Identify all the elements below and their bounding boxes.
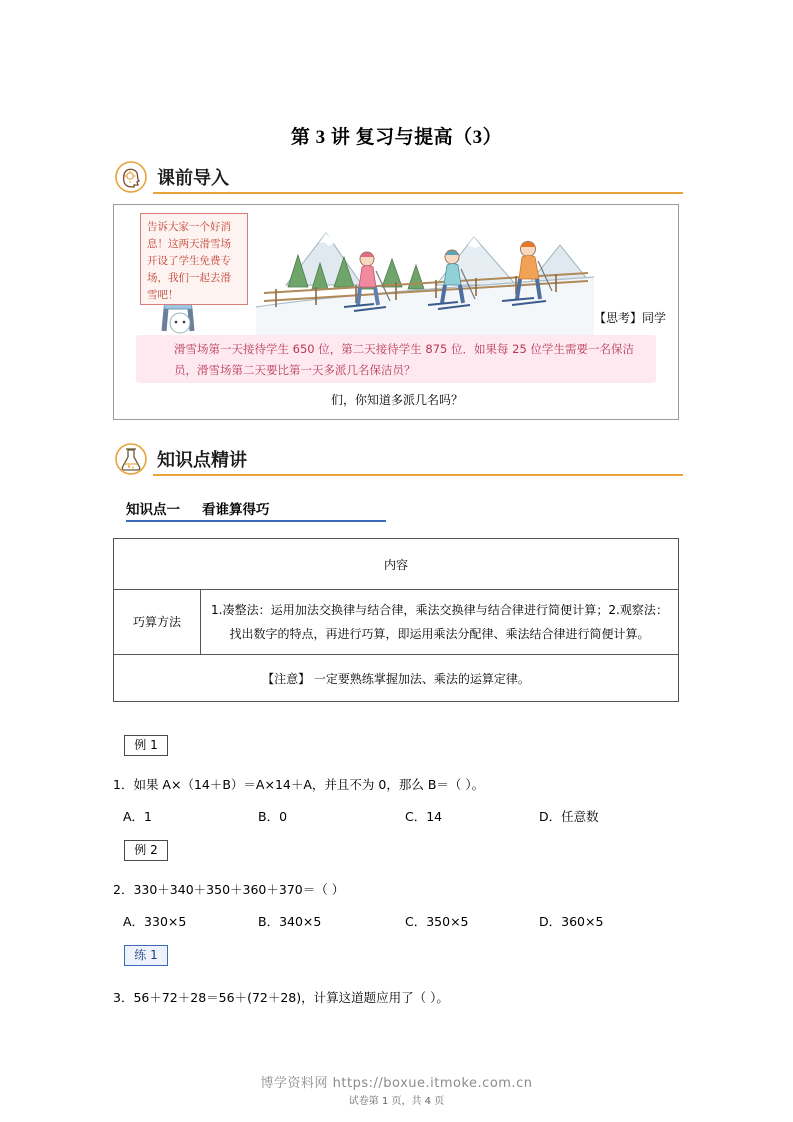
- knowledge-point-header: [126, 498, 406, 519]
- speech-bubble: 告诉大家一个好消息！这两天滑雪场开设了学生免费专场，我们一起去滑雪吧！: [140, 213, 248, 305]
- option-1-d[interactable]: D．任意数: [539, 809, 599, 824]
- section-header-intro: [113, 162, 683, 196]
- table-row: [114, 655, 679, 702]
- section-label-knowledge: 知识点精讲: [157, 450, 247, 471]
- option-1-a[interactable]: A．1: [123, 809, 153, 824]
- knowledge-table: [113, 538, 679, 702]
- table-header-content: 内容: [114, 539, 679, 590]
- practice-tag-1: 练 1: [124, 945, 168, 966]
- knowledge-point-rule: [126, 520, 386, 522]
- question-3: 3．56＋72＋28＝56＋(72＋28)，计算这道题应用了（ ）。: [113, 990, 449, 1005]
- section-header-knowledge: [113, 444, 683, 478]
- question-2: 2．330＋340＋350＋360＋370＝（ ）: [113, 882, 345, 897]
- problem-text: 滑雪场第一天接待学生 650 位，第二天接待学生 875 位．如果每 25 位学生需要一名保洁员，滑雪场第二天要比第一天多派几名保洁员？: [174, 342, 634, 377]
- page-number: 试卷第 1 页，共 4 页: [348, 1096, 445, 1107]
- option-2-c[interactable]: C．350×5: [405, 914, 469, 929]
- page-title: 第 3 讲 复习与提高（3）: [290, 127, 503, 148]
- options-2: [113, 912, 693, 930]
- options-1: [113, 807, 693, 825]
- section-label-intro: 课前导入: [157, 168, 229, 189]
- watermark: 博学资料网 https://boxue.itmoke.com.cn: [260, 1076, 533, 1091]
- option-1-c[interactable]: C．14: [405, 809, 443, 824]
- example-tag-1: 例 1: [124, 735, 168, 756]
- option-2-a[interactable]: A．330×5: [123, 914, 187, 929]
- table-row: [114, 539, 679, 590]
- option-2-d[interactable]: D．360×5: [539, 914, 604, 929]
- table-cell-note: 【注意】 一定要熟练掌握加法、乘法的运算定律。: [114, 655, 679, 702]
- option-2-b[interactable]: B．340×5: [258, 914, 322, 929]
- knowledge-point-name: 看谁算得巧: [202, 502, 270, 518]
- example-tag-2: 例 2: [124, 840, 168, 861]
- intro-box: [113, 204, 679, 420]
- snow-child-character: [170, 313, 190, 333]
- table-cell-method-label: 巧算方法: [114, 590, 201, 655]
- option-1-b[interactable]: B．0: [258, 809, 288, 824]
- knowledge-point-label: 知识点一: [126, 502, 180, 518]
- flask-icon: [113, 442, 149, 476]
- table-row: [114, 590, 679, 655]
- table-cell-method-body: 1.凑整法：运用加法交换律与结合律，乘法交换律与结合律进行简便计算；2.观察法：找出数字的特点，再进行巧算，即运用乘法分配律、乘法结合律进行简便计算。: [201, 590, 679, 655]
- head-gear-icon: [113, 160, 149, 194]
- question-1: 1．如果 A×（14＋B）＝A×14＋A，并且不为 0，那么 B＝（ ）。: [113, 777, 485, 792]
- think-label: 【思考】同学: [593, 311, 666, 325]
- section-rule: [153, 474, 683, 476]
- section-rule: [153, 192, 683, 194]
- intro-tail-text: 们，你知道多派几名吗？: [330, 393, 463, 407]
